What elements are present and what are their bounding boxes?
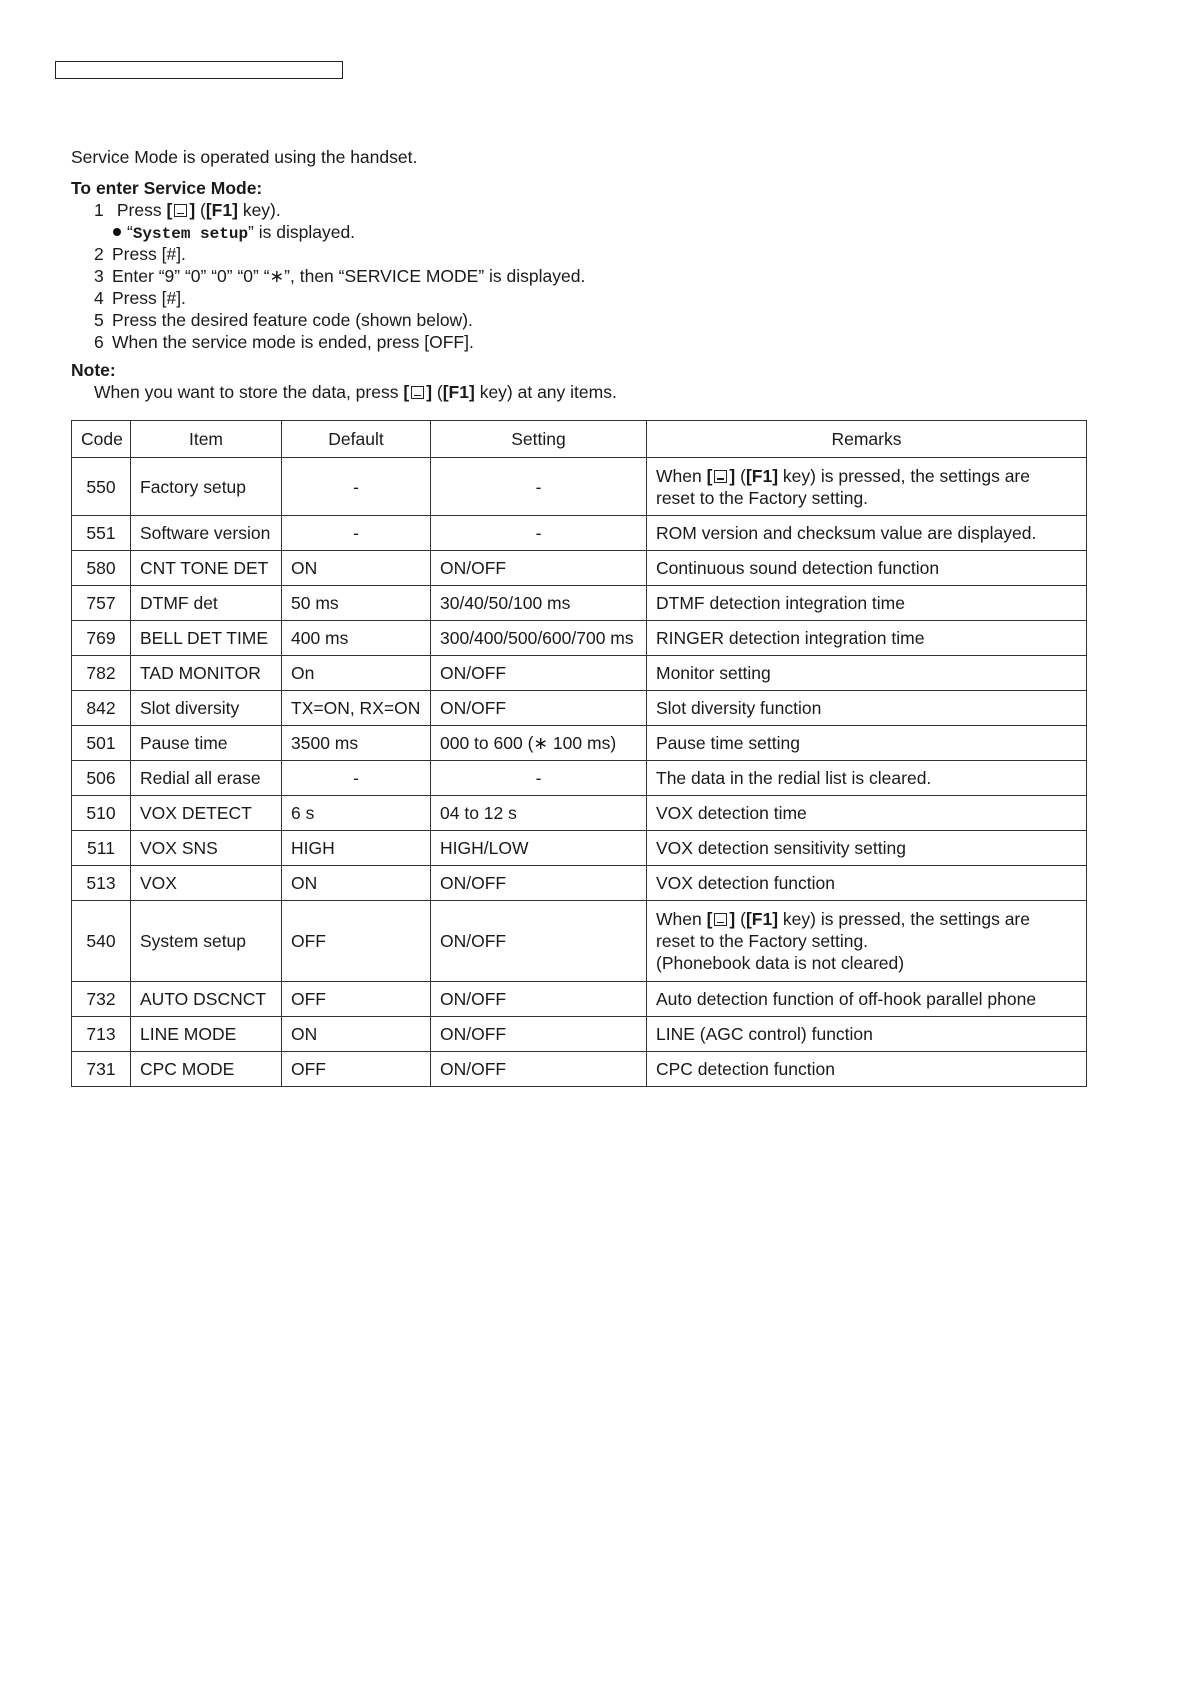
table-row <box>72 726 1087 761</box>
cell-remarks: When [ ] ([F1] key) is pressed, the settings are reset to the Factory setting. (Phonebook data is not cleared) <box>647 901 1087 982</box>
column-header: Code <box>72 421 131 458</box>
table-row <box>72 458 1087 516</box>
cell-remarks: VOX detection function <box>647 866 1087 901</box>
cell-default: TX=ON, RX=ON <box>282 691 431 726</box>
cell-item: CNT TONE DET <box>131 551 282 586</box>
soft-key-icon <box>714 470 727 483</box>
column-header: Default <box>282 421 431 458</box>
cell-default: 50 ms <box>282 586 431 621</box>
cell-setting: 30/40/50/100 ms <box>431 586 647 621</box>
cell-default: OFF <box>282 982 431 1017</box>
table-row <box>72 761 1087 796</box>
cell-setting: 04 to 12 s <box>431 796 647 831</box>
cell-setting: ON/OFF <box>431 691 647 726</box>
cell-code: 511 <box>72 831 131 866</box>
table-row <box>72 621 1087 656</box>
cell-default: ON <box>282 866 431 901</box>
cell-item: System setup <box>131 901 282 982</box>
step-1: 1 Press [ ] ([F1] key). <box>94 200 281 220</box>
cell-setting: 300/400/500/600/700 ms <box>431 621 647 656</box>
cell-setting: - <box>431 458 647 516</box>
cell-setting: - <box>431 761 647 796</box>
cell-code: 842 <box>72 691 131 726</box>
cell-default: - <box>282 761 431 796</box>
cell-default: ON <box>282 551 431 586</box>
header-box <box>55 61 343 79</box>
cell-default: 400 ms <box>282 621 431 656</box>
step-6: 6 When the service mode is ended, press [OFF]. <box>94 332 474 352</box>
table-row <box>72 982 1087 1017</box>
cell-default: On <box>282 656 431 691</box>
column-header: Item <box>131 421 282 458</box>
cell-default: 6 s <box>282 796 431 831</box>
cell-remarks: Continuous sound detection function <box>647 551 1087 586</box>
cell-setting: ON/OFF <box>431 901 647 982</box>
cell-item: Slot diversity <box>131 691 282 726</box>
cell-remarks: Monitor setting <box>647 656 1087 691</box>
cell-item: Software version <box>131 516 282 551</box>
table-row <box>72 866 1087 901</box>
column-header: Setting <box>431 421 647 458</box>
table-row <box>72 1017 1087 1052</box>
cell-item: AUTO DSCNCT <box>131 982 282 1017</box>
column-header: Remarks <box>647 421 1087 458</box>
cell-setting: ON/OFF <box>431 551 647 586</box>
cell-remarks: DTMF detection integration time <box>647 586 1087 621</box>
cell-remarks: VOX detection time <box>647 796 1087 831</box>
step-number: 1 <box>94 200 104 220</box>
cell-remarks: Pause time setting <box>647 726 1087 761</box>
cell-item: VOX <box>131 866 282 901</box>
table-row <box>72 516 1087 551</box>
cell-code: 769 <box>72 621 131 656</box>
table-row <box>72 901 1087 982</box>
display-text: System setup <box>132 225 249 243</box>
table-row <box>72 831 1087 866</box>
soft-key-icon <box>411 386 424 399</box>
table-header-row <box>72 421 1087 458</box>
cell-item: BELL DET TIME <box>131 621 282 656</box>
cell-remarks: Auto detection function of off-hook parallel phone <box>647 982 1087 1017</box>
cell-setting: ON/OFF <box>431 1017 647 1052</box>
cell-code: 551 <box>72 516 131 551</box>
cell-item: DTMF det <box>131 586 282 621</box>
cell-remarks: LINE (AGC control) function <box>647 1017 1087 1052</box>
cell-default: - <box>282 516 431 551</box>
cell-item: Pause time <box>131 726 282 761</box>
cell-default: HIGH <box>282 831 431 866</box>
cell-code: 713 <box>72 1017 131 1052</box>
cell-setting: HIGH/LOW <box>431 831 647 866</box>
table-row <box>72 796 1087 831</box>
cell-setting: ON/OFF <box>431 982 647 1017</box>
soft-key-icon <box>174 204 187 217</box>
step-text-post: key). <box>242 200 281 220</box>
cell-default: ON <box>282 1017 431 1052</box>
cell-default: OFF <box>282 1052 431 1087</box>
intro-text: Service Mode is operated using the handset. <box>71 147 418 167</box>
step-text: Press <box>116 200 162 220</box>
cell-item: Factory setup <box>131 458 282 516</box>
cell-item: TAD MONITOR <box>131 656 282 691</box>
step-4: 4 Press [#]. <box>94 288 186 308</box>
instructions <box>71 146 1091 403</box>
cell-code: 540 <box>72 901 131 982</box>
cell-remarks: Slot diversity function <box>647 691 1087 726</box>
cell-code: 580 <box>72 551 131 586</box>
cell-code: 506 <box>72 761 131 796</box>
cell-default: OFF <box>282 901 431 982</box>
cell-setting: 000 to 600 (∗ 100 ms) <box>431 726 647 761</box>
note-heading: Note: <box>71 360 116 380</box>
cell-default: 3500 ms <box>282 726 431 761</box>
f1-key-label: F1 <box>751 465 773 486</box>
cell-code: 782 <box>72 656 131 691</box>
cell-item: VOX DETECT <box>131 796 282 831</box>
cell-setting: ON/OFF <box>431 866 647 901</box>
cell-item: CPC MODE <box>131 1052 282 1087</box>
cell-code: 550 <box>72 458 131 516</box>
f1-key-label: F1 <box>751 909 773 929</box>
cell-item: VOX SNS <box>131 831 282 866</box>
cell-setting: ON/OFF <box>431 656 647 691</box>
cell-remarks: VOX detection sensitivity setting <box>647 831 1087 866</box>
cell-code: 731 <box>72 1052 131 1087</box>
table-row <box>72 1052 1087 1087</box>
service-code-table <box>71 420 1087 1087</box>
cell-default: - <box>282 458 431 516</box>
cell-code: 757 <box>72 586 131 621</box>
step-1-sub: “System setup” is displayed. <box>71 221 1091 243</box>
cell-remarks: ROM version and checksum value are displayed. <box>647 516 1087 551</box>
table-row <box>72 551 1087 586</box>
soft-key-icon <box>714 913 727 926</box>
enter-heading: To enter Service Mode: <box>71 178 263 198</box>
table-row <box>72 691 1087 726</box>
cell-code: 501 <box>72 726 131 761</box>
table-row <box>72 656 1087 691</box>
cell-code: 513 <box>72 866 131 901</box>
f1-key-label: F1 <box>211 200 233 220</box>
step-3: 3 Enter “9” “0” “0” “0” “∗”, then “SERVICE MODE” is displayed. <box>94 266 586 286</box>
cell-code: 732 <box>72 982 131 1017</box>
cell-remarks: The data in the redial list is cleared. <box>647 761 1087 796</box>
bullet-icon <box>113 228 121 236</box>
cell-item: LINE MODE <box>131 1017 282 1052</box>
cell-setting: ON/OFF <box>431 1052 647 1087</box>
cell-remarks: CPC detection function <box>647 1052 1087 1087</box>
step-5: 5 Press the desired feature code (shown below). <box>94 310 473 330</box>
cell-setting: - <box>431 516 647 551</box>
cell-code: 510 <box>72 796 131 831</box>
cell-item: Redial all erase <box>131 761 282 796</box>
note-text: When you want to store the data, press [ ] ([F1] key) at any items. <box>94 382 617 402</box>
cell-remarks: When [ ] ([F1] key) is pressed, the settings are reset to the Factory setting. <box>647 458 1087 516</box>
cell-remarks: RINGER detection integration time <box>647 621 1087 656</box>
step-2: 2 Press [#]. <box>94 244 186 264</box>
f1-key-label: F1 <box>448 382 469 402</box>
table-row <box>72 586 1087 621</box>
